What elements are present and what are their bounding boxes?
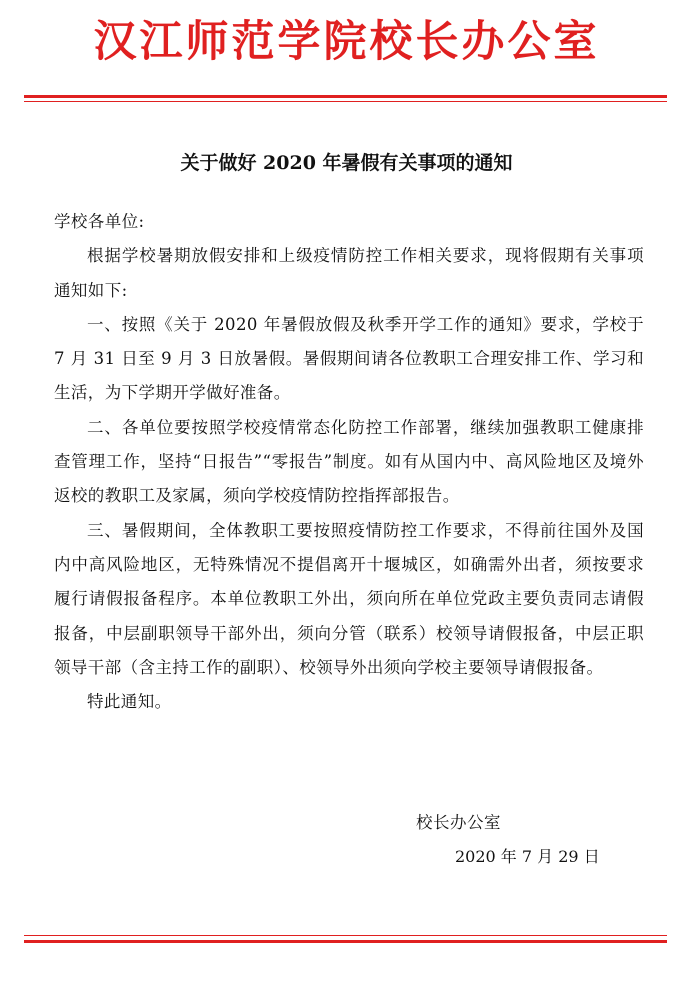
paragraph-item-1: 一、按照《关于 2020 年暑假放假及秋季开学工作的通知》要求，学校于 7 月 31 日至 9 月 3 日放暑假。暑假期间请各位教职工合理安排工作、学习和生活，为下学期开学做好准备。 <box>54 314 644 403</box>
header-rule-thick <box>24 95 667 98</box>
paragraph-item-3: 三、暑假期间，全体教职工要按照疫情防控工作要求，不得前往国外及国内中高风险地区，无特殊情况不提倡离开十堰城区，如确需外出者，须按要求履行请假报备程序。本单位教职工外出，须向所在单位党政主要负责同志请假报备，中层副职领导干部外出，须向分管（联系）校领导请假报备，中层正职领导干部（含主持工作的副职）、校领导外出须向学校主要领导请假报备。 <box>54 520 644 677</box>
header-rule-thin <box>24 101 667 102</box>
salutation: 学校各单位: <box>54 212 145 231</box>
notice-title: 关于做好 2020 年暑假有关事项的通知 <box>180 152 513 174</box>
footer-rule-thick <box>24 940 667 943</box>
paragraph-intro: 根据学校暑期放假安排和上级疫情防控工作相关要求，现将假期有关事项通知如下: <box>54 246 644 300</box>
signature-unit: 校长办公室 <box>416 813 501 832</box>
footer-rule-thin <box>24 935 667 936</box>
notice-body <box>54 205 644 719</box>
signature-date: 2020 年 7 月 29 日 <box>455 847 600 866</box>
letterhead-title: 汉江师范学院校长办公室 <box>93 17 600 67</box>
paragraph-item-2: 二、各单位要按照学校疫情常态化防控工作部署，继续加强教职工健康排查管理工作，坚持“日报告”“零报告”制度。如有从国内中、高风险地区及境外返校的教职工及家属，须向学校疫情防控指挥部报告。 <box>54 417 644 506</box>
paragraph-closing: 特此通知。 <box>87 692 172 712</box>
